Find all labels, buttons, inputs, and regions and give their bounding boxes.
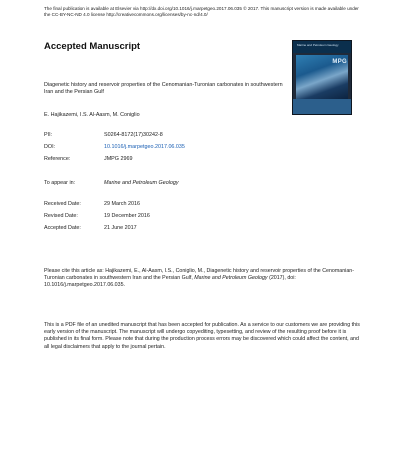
accepted-label: Accepted Date: [44, 225, 81, 231]
revised-value: 19 December 2016 [104, 213, 150, 219]
cover-logo: MPG [332, 59, 347, 65]
citation-tail: (2017), doi: 10.1016/j.marpetgeo.2017.06.035. [44, 275, 296, 289]
publication-notice: The final publication is available at Elsevier via http://dx.doi.org/10.1016/j.marpetgeo.2017.06.035 © 2017. This manuscript version is made available under the CC-BY-NC-ND 4.0 license http://creativecommons.org/licenses/by-nc-nd/4.0/ [44, 6, 359, 17]
cover-journal-name: Marine and Petroleum Geology [297, 43, 339, 47]
citation-journal: Marine and Petroleum Geology [194, 275, 268, 282]
pii-label: PII: [44, 132, 53, 138]
reference-label: Reference: [44, 156, 71, 162]
journal-cover-image [292, 40, 352, 115]
cover-footer-band [293, 99, 351, 114]
article-title: Diagenetic history and reservoir properties of the Cenomanian-Turonian carbonates in southwestern Iran and the Persian Gulf [44, 82, 283, 95]
doi-link[interactable]: 10.1016/j.marpetgeo.2017.06.035 [104, 144, 185, 150]
reference-value: JMPG 2969 [104, 156, 133, 162]
received-value: 29 March 2016 [104, 201, 140, 207]
journal-name: Marine and Petroleum Geology [104, 180, 179, 186]
citation-lead: Please cite this article as: Hajikazemi, E., Al-Aasm, I.S., Coniglio, M., Diagenetic history and reservoir properties of the Cenomanian-Turonian carbonates in southwestern Iran and the Persian Gulf, [44, 268, 354, 282]
pii-value: S0264-8172(17)30242-8 [104, 132, 163, 138]
accepted-value: 21 June 2017 [104, 225, 137, 231]
revised-label: Revised Date: [44, 213, 78, 219]
to-appear-label: To appear in: [44, 180, 76, 186]
article-authors: E. Hajikazemi, I.S. Al-Aasm, M. Coniglio [44, 112, 140, 118]
citation-paragraph [44, 268, 362, 290]
disclaimer-paragraph: This is a PDF file of an unedited manuscript that has been accepted for publication. As a service to our customers we are providing this early version of the manuscript. The manuscript will undergo copyediting, typesetting, and review of the resulting proof before it is published in its final form. Please note that during the production process errors may be discovered which could affect the content, and all legal disclaimers that apply to the journal pertain. [44, 322, 360, 350]
received-label: Received Date: [44, 201, 81, 207]
page-heading: Accepted Manuscript [44, 41, 141, 52]
doi-label: DOI: [44, 144, 56, 150]
